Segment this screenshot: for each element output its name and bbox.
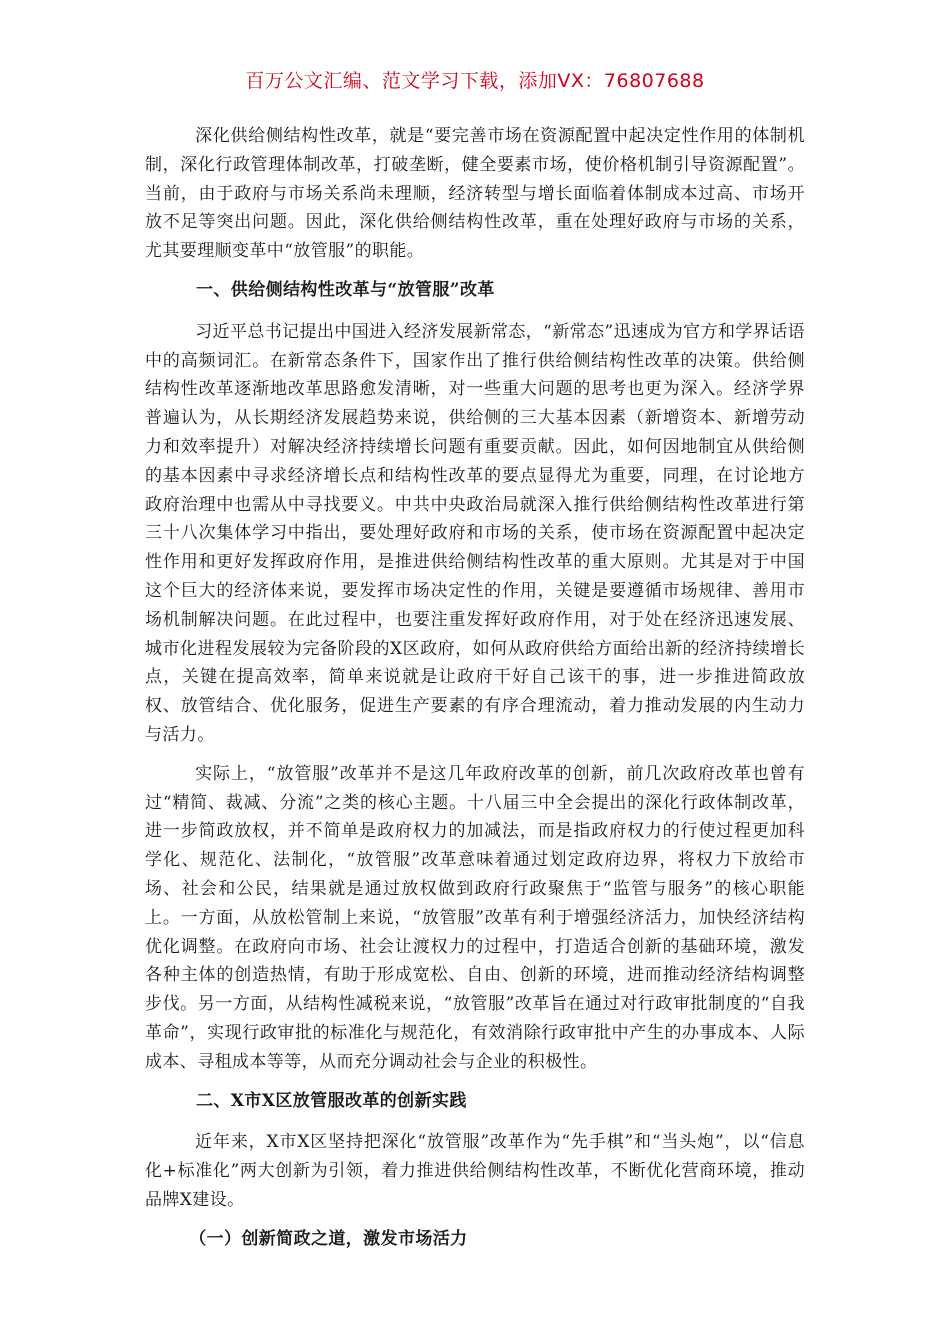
document-body	[145, 122, 805, 1253]
paragraph-reform-history: 实际上，“放管服”改革并不是这几年政府改革的创新，前几次政府改革也曾有过“精简、裁减、分流”之类的核心主题。十八届三中全会提出的深化行政体制改革，进一步简政放权，并不简单是政府权力的加减法，而是指政府权力的行使过程更加科学化、规范化、法制化，“放管服”改革意味着通过划定政府边界，将权力下放给市场、社会和公民，结果就是通过放权做到政府行政聚焦于“监管与服务”的核心职能上。一方面，从放松管制上来说，“放管服”改革有利于增强经济活力，加快经济结构优化调整。在政府向市场、社会让渡权力的过程中，打造适合创新的基础环境，激发各种主体的创造热情，有助于形成宽松、自由、创新的环境，进而推动经济结构调整步伐。另一方面，从结构性减税来说，“放管服”改革旨在通过对行政审批制度的“自我革命”，实现行政审批的标准化与规范化，有效消除行政审批中产生的办事成本、人际成本、寻租成本等等，从而充分调动社会与企业的积极性。	[145, 763, 805, 1072]
paragraph-intro: 深化供给侧结构性改革，就是“要完善市场在资源配置中起决定性作用的体制机制，深化行政管理体制改革，打破垄断，健全要素市场，使价格机制引导资源配置”。当前，由于政府与市场关系尚未理顺，经济转型与增长面临着体制成本过高、市场开放不足等突出问题。因此，深化供给侧结构性改革，重在处理好政府与市场的关系，尤其要理顺变革中“放管服”的职能。	[145, 126, 805, 262]
paragraph-new-normal: 习近平总书记提出中国进入经济发展新常态，“新常态”迅速成为官方和学界话语中的高频词汇。在新常态条件下，国家作出了推行供给侧结构性改革的决策。供给侧结构性改革逐渐地改革思路愈发清晰，对一些重大问题的思考也更为深入。经济学界普遍认为，从长期经济发展趋势来说，供给侧的三大基本因素（新增资本、新增劳动力和效率提升）对解决经济持续增长问题有重要贡献。因此，如何因地制宜从供给侧的基本因素中寻求经济增长点和结构性改革的要点显得尤为重要，同理，在讨论地方政府治理中也需从中寻找要义。中共中央政治局就深入推行供给侧结构性改革进行第三十八次集体学习中指出，要处理好政府和市场的关系，使市场在资源配置中起决定性作用和更好发挥政府作用，是推进供给侧结构性改革的重大原则。尤其是对于中国这个巨大的经济体来说，要发挥市场决定性的作用，关键是要遵循市场规律、善用市场机制解决问题。在此过程中，也要注重发挥好政府作用，对于处在经济迅速发展、城市化进程发展较为完备阶段的X区政府，如何从政府供给方面给出新的经济持续增长点，关键在提高效率，简单来说就是让政府干好自己该干的事，进一步推进简政放权、放管结合、优化服务，促进生产要素的有序合理流动，着力推动发展的内生动力与活力。	[145, 321, 805, 745]
watermark-header: 百万公文汇编、范文学习下载，添加VX：76807688	[245, 70, 705, 92]
paragraph-district-practice: 近年来，X市X区坚持把深化“放管服”改革作为“先手棋”和“当头炮”，以“信息化+标准化”两大创新为引领，着力推进供给侧结构性改革，不断优化营商环境，推动品牌X建设。	[145, 1132, 805, 1210]
section-heading-2: 二、X市X区放管服改革的创新实践	[196, 1090, 467, 1111]
subsection-heading-1: （一）创新简政之道，激发市场活力	[189, 1228, 468, 1249]
section-heading-1: 一、供给侧结构性改革与“放管服”改革	[196, 279, 495, 300]
